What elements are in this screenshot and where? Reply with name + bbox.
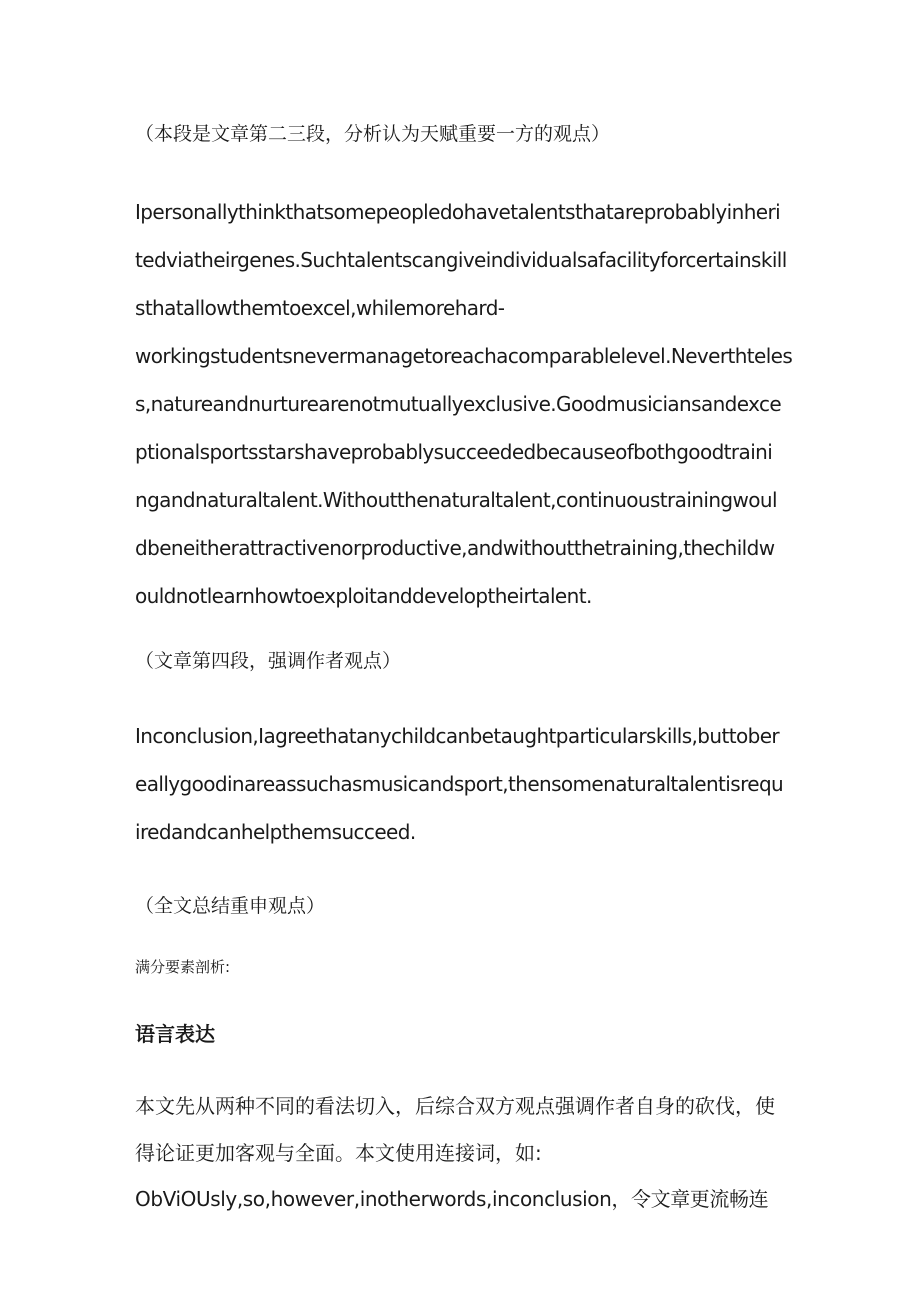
essay-line: ouldnotlearnhowtoexploitanddeveloptheirtalent.	[135, 584, 592, 608]
essay-line: ptionalsportsstarshaveprobablysucceededbecauseofbothgoodtraini	[135, 440, 773, 464]
essay-line: tedviatheirgenes.Suchtalentscangiveindividualsafacilityforcertainskill	[135, 248, 787, 272]
summary-note: （全文总结重申观点）	[135, 895, 326, 917]
body-line: 本文先从两种不同的看法切入，后综合双方观点强调作者自身的砍伐，使	[135, 1094, 775, 1118]
paragraph-note: （本段是文章第二三段，分析认为天赋重要一方的观点）	[135, 123, 611, 145]
analysis-label: 满分要素剖析:	[135, 958, 231, 976]
essay-line: Inconclusion,Iagreethatanychildcanbetaughtparticularskills,buttober	[135, 724, 780, 748]
section-heading: 语言表达	[135, 1022, 215, 1046]
body-line: ObViOUsly,so,however,inotherwords,inconclusion，令文章更流畅连	[135, 1187, 769, 1211]
essay-line: sthatallowthemtoexcel,whilemorehard-	[135, 296, 505, 320]
essay-line: ngandnaturaltalent.Withoutthenaturaltalent,continuoustrainingwoul	[135, 488, 777, 512]
essay-line: dbeneitherattractivenorproductive,andwithoutthetraining,thechildw	[135, 536, 775, 560]
body-line: 得论证更加客观与全面。本文使用连接词，如:	[135, 1141, 542, 1165]
essay-line: s,natureandnurturearenotmutuallyexclusive.Goodmusiciansandexce	[135, 392, 782, 416]
essay-line: workingstudentsnevermanagetoreachacomparablelevel.Neverthteles	[135, 344, 793, 368]
paragraph-note: （文章第四段，强调作者观点）	[135, 650, 402, 672]
essay-line: iredandcanhelpthemsucceed.	[135, 820, 416, 844]
essay-line: Ipersonallythinkthatsomepeopledohavetalentsthatareprobablyinheri	[135, 200, 781, 224]
essay-line: eallygoodinareassuchasmusicandsport,thensomenaturaltalentisrequ	[135, 772, 784, 796]
